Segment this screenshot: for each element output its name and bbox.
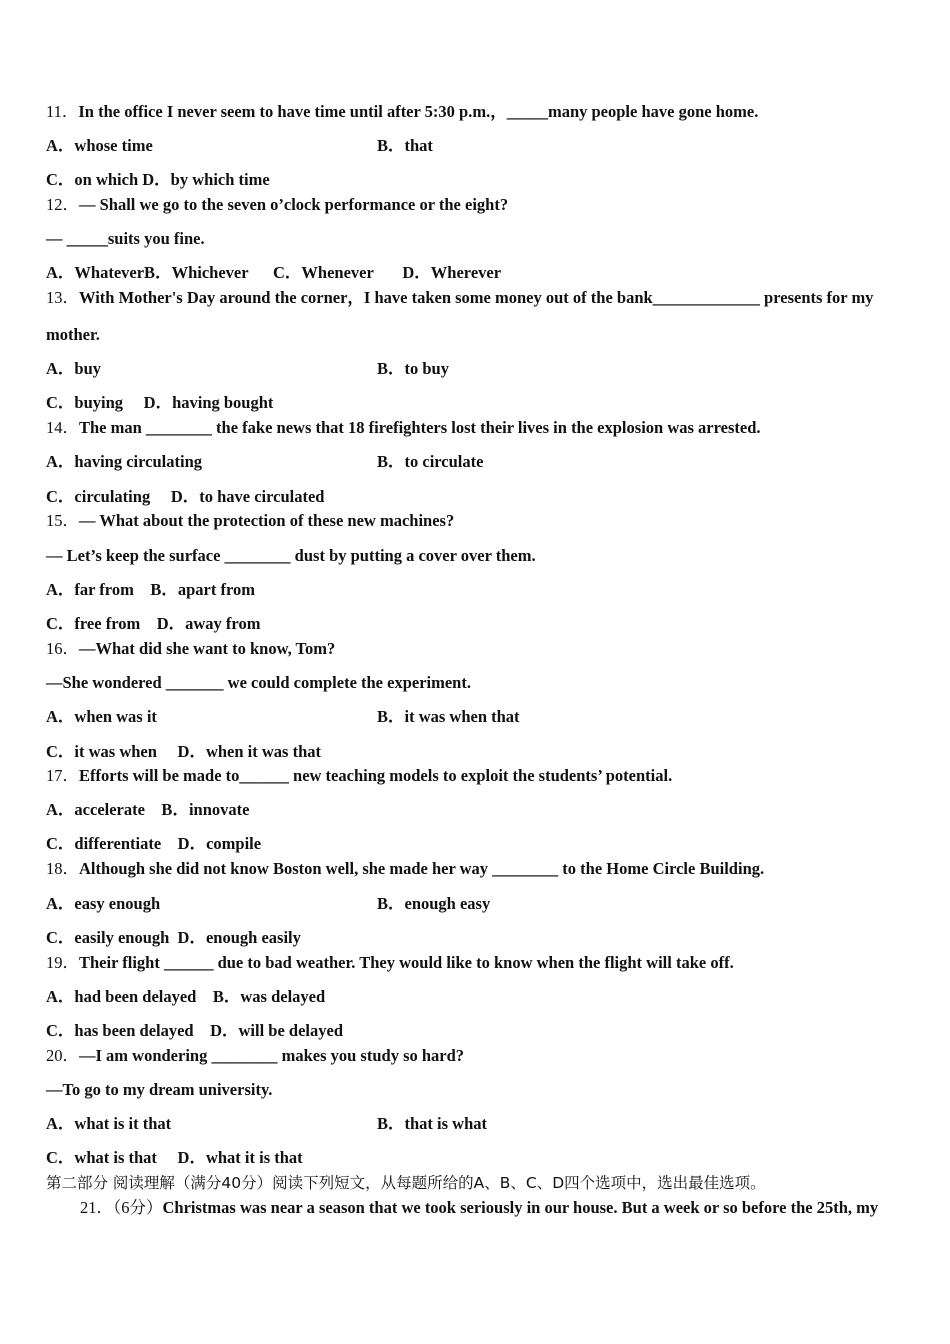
question-number: 15． <box>46 511 79 530</box>
question-11-option-b: B．that <box>377 136 433 155</box>
question-12-reply: — _____suits you fine. <box>46 229 205 248</box>
question-number: 12． <box>46 195 79 214</box>
question-text: In the office I never seem to have time until after 5:30 p.m.，_____many people have gone home. <box>78 102 759 121</box>
question-13-stem-continued: mother. <box>46 325 100 344</box>
question-17-options-ab: A．accelerate B．innovate <box>46 800 250 819</box>
question-number: 17． <box>46 766 79 785</box>
question-16-option-b: B．it was when that <box>377 707 520 726</box>
question-20-option-b: B．that is what <box>377 1114 488 1133</box>
question-13-stem <box>46 288 873 308</box>
question-number: 21．（6分） <box>80 1198 163 1217</box>
question-number: 13． <box>46 288 79 307</box>
question-15-stem <box>46 511 454 531</box>
question-18-stem <box>46 859 764 879</box>
question-16-options-cd: C．it was when D．when it was that <box>46 742 322 761</box>
question-number: 18． <box>46 859 79 878</box>
question-15-options-cd: C．free from D．away from <box>46 614 261 633</box>
question-11-options-cd: C．on which D．by which time <box>46 170 270 189</box>
question-text: Efforts will be made to______ new teaching models to exploit the students’ potential. <box>79 766 673 785</box>
question-number: 20． <box>46 1046 79 1065</box>
question-17-options-cd: C．differentiate D．compile <box>46 834 262 853</box>
question-20-options-cd: C．what is that D．what it is that <box>46 1148 303 1167</box>
question-text: —I am wondering ________ makes you study so hard? <box>79 1046 465 1065</box>
question-number: 19． <box>46 953 79 972</box>
question-text: — Shall we go to the seven o’clock performance or the eight? <box>79 195 509 214</box>
section-heading: 第二部分 阅读理解（满分40分）阅读下列短文，从每题所给的A、B、C、D四个选项中，选出最佳选项。 <box>46 1174 766 1192</box>
question-12-options: A．WhateverB．Whichever C．Whenever D．Wherever <box>46 263 502 282</box>
question-20-stem <box>46 1046 464 1066</box>
question-16-option-a: A．when was it <box>46 707 157 726</box>
question-14-stem <box>46 418 761 438</box>
question-17-stem <box>46 766 672 786</box>
question-14-option-a: A．having circulating <box>46 452 203 471</box>
question-16-stem <box>46 639 335 659</box>
question-18-option-b: B．enough easy <box>377 894 491 913</box>
question-number: 11． <box>46 102 79 121</box>
question-text: — What about the protection of these new machines? <box>79 511 455 530</box>
question-14-options-cd: C．circulating D．to have circulated <box>46 487 325 506</box>
question-text: Christmas was near a season that we took seriously in our house. But a week or so before the 25th, my <box>162 1198 879 1217</box>
question-18-option-a: A．easy enough <box>46 894 161 913</box>
question-13-option-b: B．to buy <box>377 359 449 378</box>
question-text: The man ________ the fake news that 18 firefighters lost their lives in the explosion was arrested. <box>79 418 761 437</box>
question-21-text <box>80 1198 878 1218</box>
question-15-reply: — Let’s keep the surface ________ dust by putting a cover over them. <box>46 546 536 565</box>
question-19-options-cd: C．has been delayed D．will be delayed <box>46 1021 344 1040</box>
question-19-options-ab: A．had been delayed B．was delayed <box>46 987 326 1006</box>
question-number: 14． <box>46 418 79 437</box>
question-text: With Mother's Day around the corner，I have taken some money out of the bank_____________ presents for my <box>79 288 874 307</box>
question-20-reply: —To go to my dream university. <box>46 1080 273 1099</box>
question-number: 16． <box>46 639 79 658</box>
question-text: —What did she want to know, Tom? <box>79 639 336 658</box>
question-13-option-a: A．buy <box>46 359 102 378</box>
question-text: Their flight ______ due to bad weather. They would like to know when the flight will take off. <box>79 953 734 972</box>
question-20-option-a: A．what is it that <box>46 1114 172 1133</box>
question-13-options-cd: C．buying D．having bought <box>46 393 274 412</box>
question-11-stem <box>46 102 758 122</box>
question-19-stem <box>46 953 734 973</box>
question-12-stem <box>46 195 508 215</box>
question-11-option-a: A．whose time <box>46 136 153 155</box>
question-14-option-b: B．to circulate <box>377 452 484 471</box>
question-16-reply: —She wondered _______ we could complete the experiment. <box>46 673 471 692</box>
question-text: Although she did not know Boston well, she made her way ________ to the Home Circle Building. <box>79 859 765 878</box>
question-15-options-ab: A．far from B．apart from <box>46 580 255 599</box>
question-18-options-cd: C．easily enough D．enough easily <box>46 928 301 947</box>
